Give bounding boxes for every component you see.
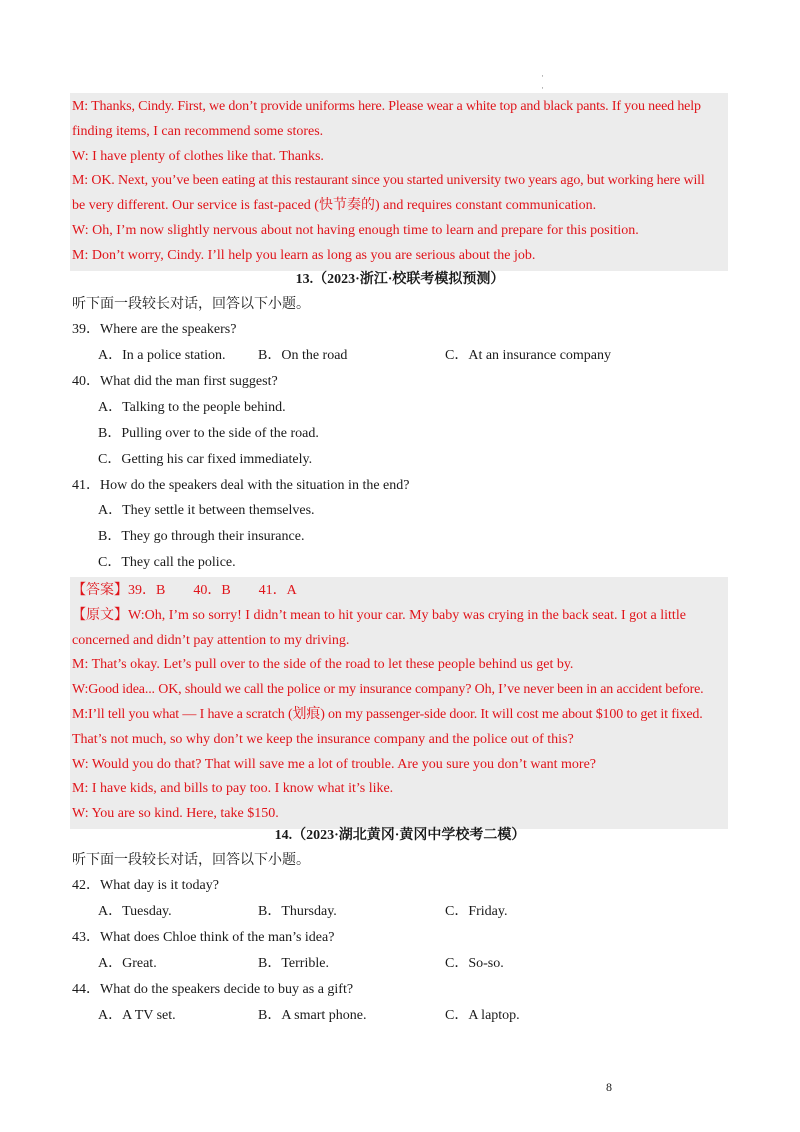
q43-option-a: A．Great.	[98, 956, 157, 971]
q41-option-c: C．They call the police.	[98, 555, 236, 570]
question-39: 39．Where are the speakers?	[72, 322, 237, 337]
section-13-instruction: 听下面一段较长对话，回答以下小题。	[72, 297, 310, 312]
q41-option-a: A．They settle it between themselves.	[98, 503, 315, 518]
answer-line: 【答案】39．B 40．B 41．A	[72, 583, 297, 598]
transcript-line: be very different. Our service is fast-paced (快节奏的) and requires constant communication.	[72, 198, 597, 214]
q42-option-c: C．Friday.	[445, 904, 508, 919]
section-14-title: 14.（2023·湖北黄冈·黄冈中学校考二模）	[274, 828, 526, 843]
q41-option-b: B．They go through their insurance.	[98, 529, 305, 544]
q43-option-b: B．Terrible.	[258, 956, 329, 971]
transcript-line: W: You are so kind. Here, take $150.	[72, 806, 279, 822]
transcript-block-1	[70, 93, 728, 271]
transcript-line: W: Would you do that? That will save me a lot of trouble. Are you sure you don’t want more?	[72, 756, 597, 772]
q40-option-b: B．Pulling over to the side of the road.	[98, 426, 319, 441]
top-marks: · ·	[541, 71, 544, 93]
page-number: 8	[606, 1080, 612, 1094]
transcript-line: W: I have plenty of clothes like that. Thanks.	[72, 148, 324, 164]
q42-option-b: B．Thursday.	[258, 904, 337, 919]
transcript-line: W:Good idea... OK, should we call the police or my insurance company? Oh, I’ve never been in an accident before.	[72, 682, 704, 698]
q39-option-a: A．In a police station.	[98, 348, 226, 363]
transcript-line: M: That’s okay. Let’s pull over to the side of the road to let these people behind us get by.	[72, 657, 574, 673]
q42-option-a: A．Tuesday.	[98, 904, 172, 919]
q39-option-b: B．On the road	[258, 348, 348, 363]
q43-option-c: C．So-so.	[445, 956, 504, 971]
section-13-title: 13.（2023·浙江·校联考模拟预测）	[295, 272, 505, 287]
q40-option-a: A．Talking to the people behind.	[98, 400, 286, 415]
q44-option-b: B．A smart phone.	[258, 1008, 367, 1023]
answer-block-13	[70, 577, 728, 829]
transcript-line: M: Thanks, Cindy. First, we don’t provide uniforms here. Please wear a white top and black pants. If you need help	[72, 99, 701, 114]
q40-option-c: C．Getting his car fixed immediately.	[98, 452, 313, 467]
transcript-line: concerned and didn’t pay attention to my driving.	[72, 632, 350, 648]
transcript-line: M:I’ll tell you what — I have a scratch (划痕) on my passenger-side door. It will cost me about $100 to get it fixed.	[72, 706, 703, 722]
transcript-line: M: OK. Next, you’ve been eating at this restaurant since you started university two years ago, but working here will	[72, 173, 705, 189]
section-14-instruction: 听下面一段较长对话，回答以下小题。	[72, 853, 310, 868]
question-43: 43．What does Chloe think of the man’s idea?	[72, 930, 335, 945]
transcript-line: M: Don’t worry, Cindy. I’ll help you learn as long as you are serious about the job.	[72, 247, 536, 263]
question-42: 42．What day is it today?	[72, 878, 219, 893]
transcript-line: That’s not much, so why don’t we keep the insurance company and the police out of this?	[72, 731, 574, 747]
q39-option-c: C．At an insurance company	[445, 348, 612, 363]
q44-option-a: A．A TV set.	[98, 1008, 176, 1023]
q44-option-c: C．A laptop.	[445, 1008, 520, 1023]
transcript-line: W: Oh, I’m now slightly nervous about not having enough time to learn and prepare for this position.	[72, 222, 639, 238]
transcript-line: M: I have kids, and bills to pay too. I know what it’s like.	[72, 781, 394, 797]
question-40: 40．What did the man first suggest?	[72, 374, 278, 389]
transcript-line: 【原文】W:Oh, I’m so sorry! I didn’t mean to hit your car. My baby was crying in the back seat. I got a little	[72, 607, 686, 623]
question-41: 41．How do the speakers deal with the situation in the end?	[72, 478, 410, 493]
question-44: 44．What do the speakers decide to buy as a gift?	[72, 982, 354, 997]
transcript-line: finding items, I can recommend some stores.	[72, 123, 324, 139]
